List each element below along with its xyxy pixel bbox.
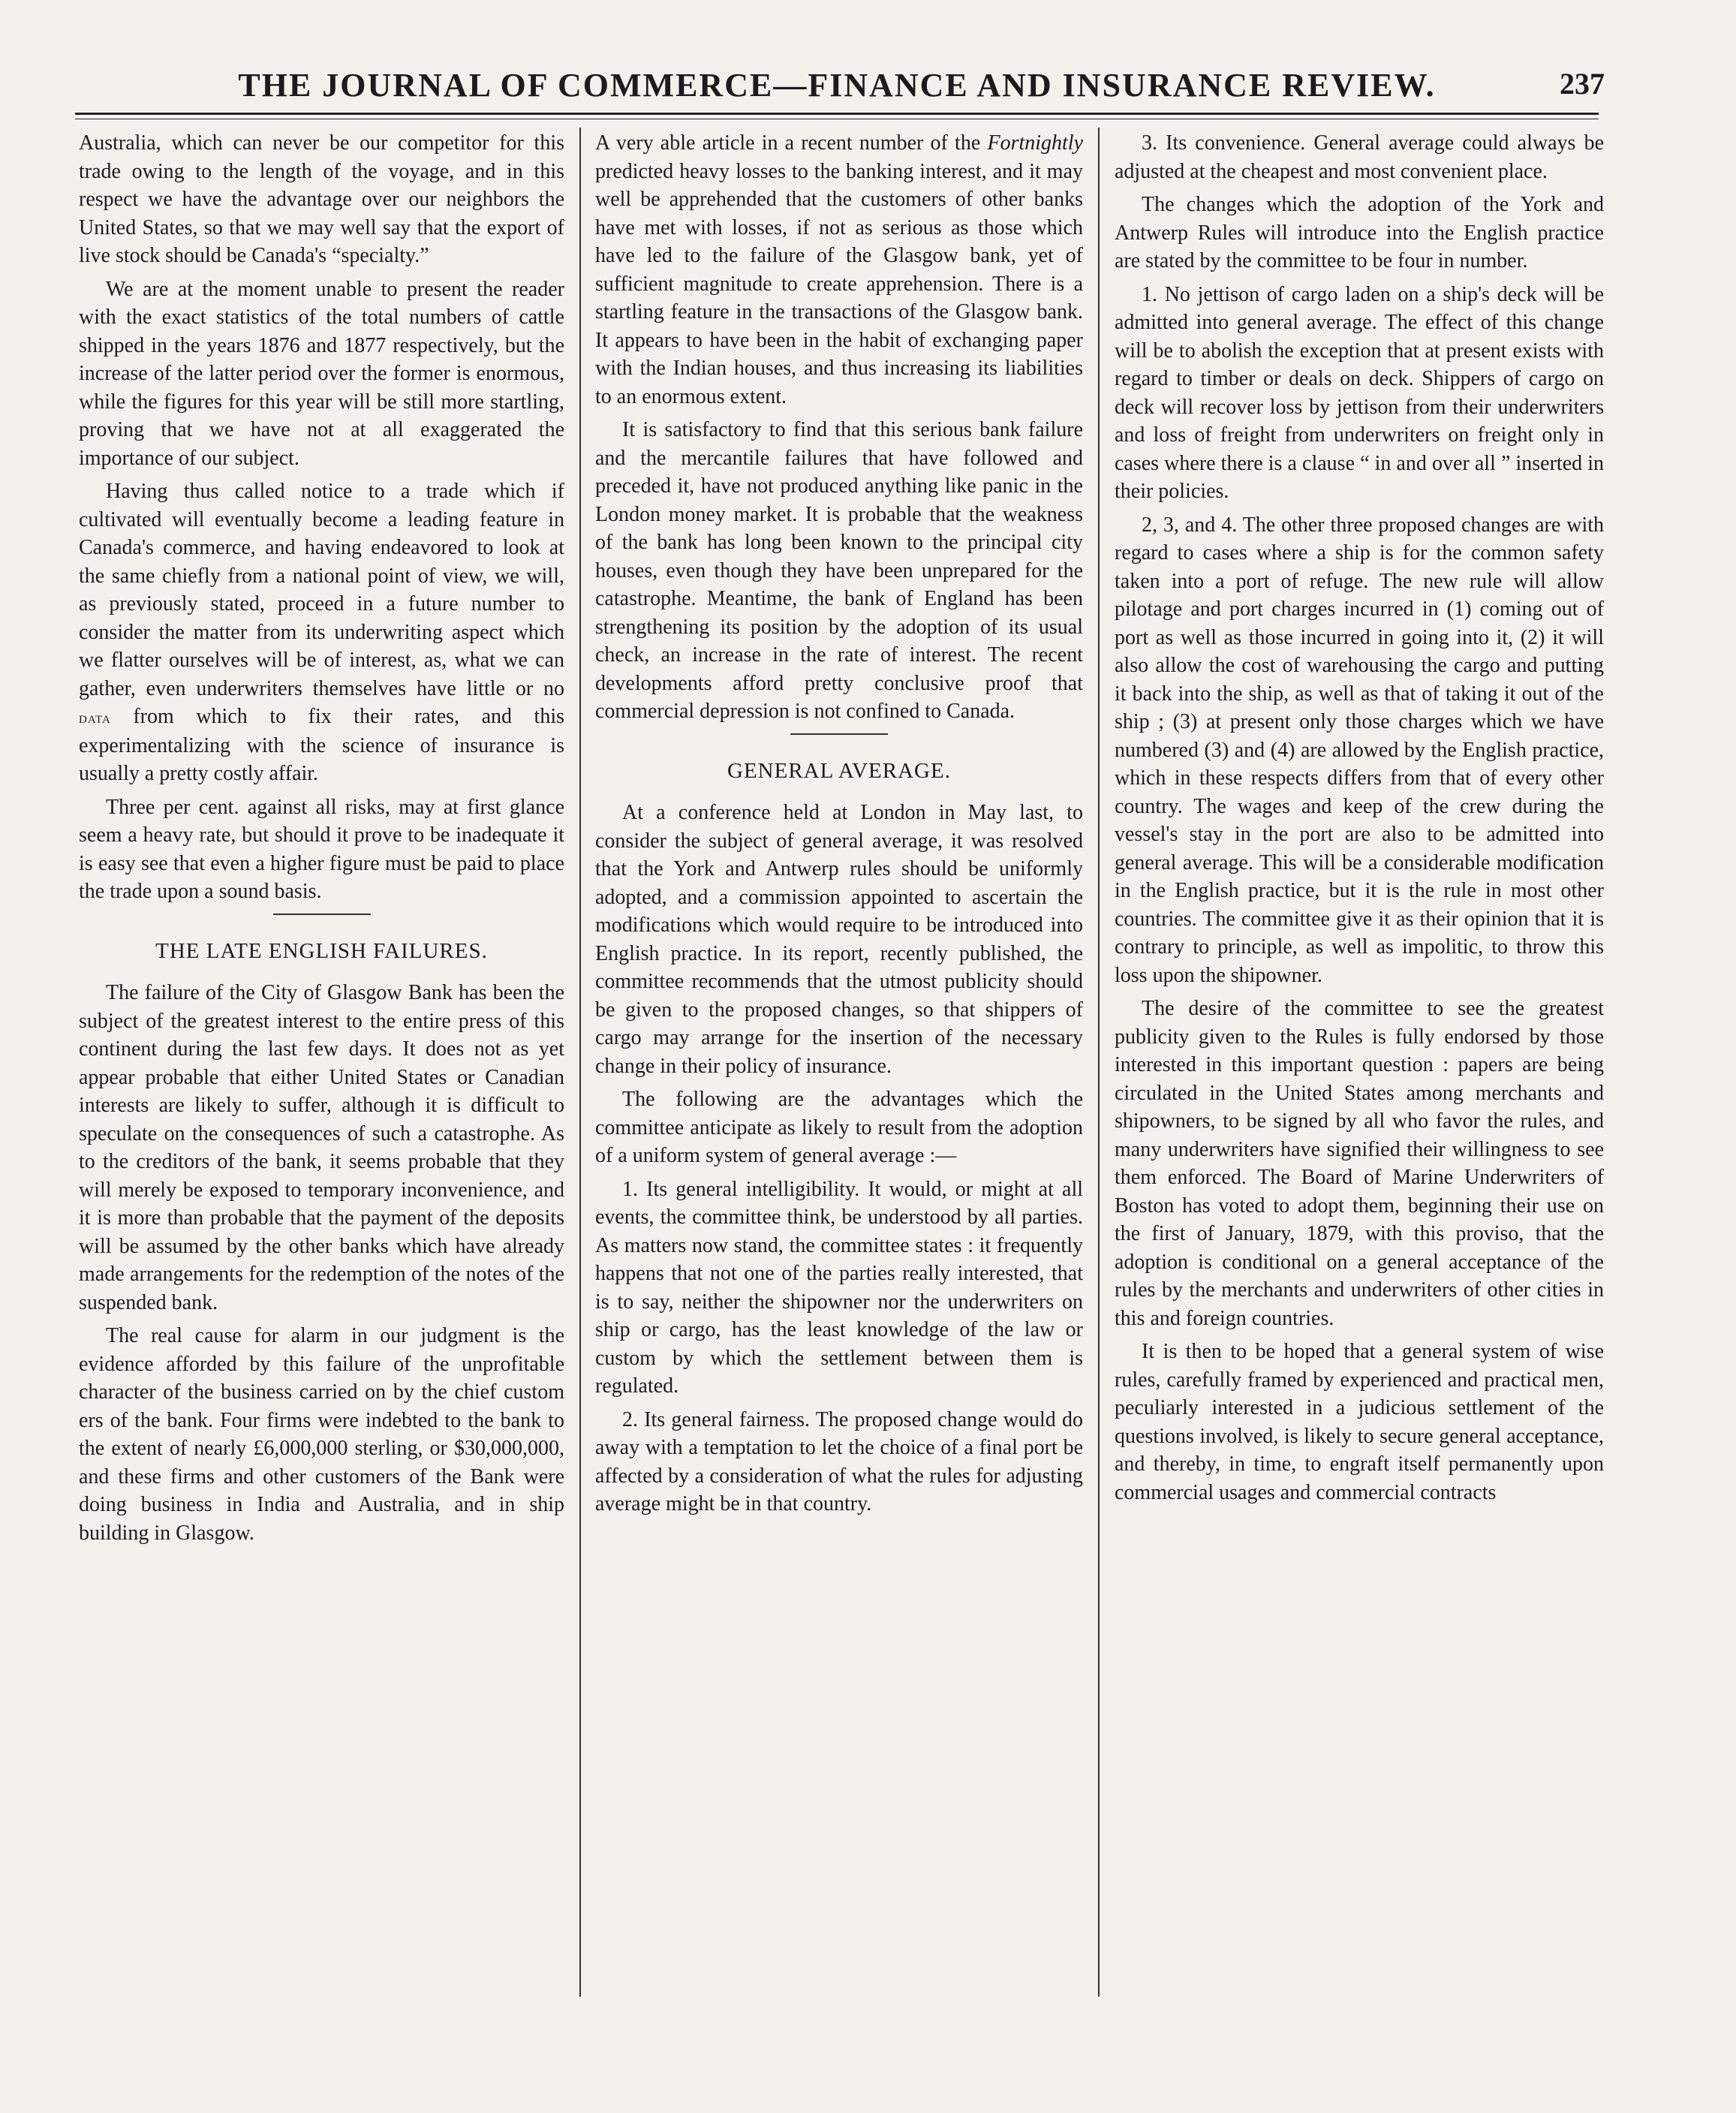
text-run: predicted heavy losses to the banking interest, and it may well be apprehended that the customers of other banks have met with losses, if not as serious as those which have led to the failure of the Glasgow bank, yet of sufficient magnitude to create apprehension. There is a startling feature in the transactions of the Glasgow bank. It appears to have been in the habit of exchanging paper with the Indian houses, and thus increasing its liabilities to an enormous extent. [595, 159, 1083, 408]
paragraph: The failure of the City of Glasgow Bank has been the subject of the greatest interest to the entire press of this continent during the last few days. It does not as yet appear probable that either United States or Canadian interests are likely to suffer, although it is difficult to speculate on the consequences of such a catastrophe. As to the creditors of the bank, it seems probable that they will merely be exposed to temporary inconvenience, and it is more than probable that the payment of the deposits will be assumed by the other banks which have already made arrangements for the redemption of the notes of the suspended bank. [79, 981, 564, 1314]
column-divider-1 [579, 128, 581, 1997]
paragraph: 3. Its convenience. General average could always be adjusted at the cheapest and most convenient place. [1115, 131, 1604, 183]
text-run: A very able article in a recent number of the [595, 131, 981, 155]
paragraph [79, 477, 564, 788]
paragraph: Australia, which can never be our competitor for this trade owing to the length of the voyage, and in this respect we have the advantage over our neighbors the United States, so that we may well say that the export of live stock should be Canada's “specialty.” [79, 131, 564, 267]
section-rule [790, 733, 888, 735]
paragraph: We are at the moment unable to present the reader with the exact statistics of the total numbers of cattle shipped in the years 1876 and 1877 respectively, but the increase of the latter period over the former is enormous, while the figures for this year will be still more startling, proving that we have not at all exaggerated the importance of our subject. [79, 277, 564, 470]
paragraph: The following are the advantages which the committee anticipate as likely to result from the adoption of a uniform system of general average :— [595, 1088, 1083, 1167]
italic-title: Fortnightly [987, 131, 1083, 155]
column-divider-2 [1098, 128, 1100, 1997]
text-run: Having thus called notice to a trade which if cultivated will eventually become a leading feature in Canada's commerce, and having endeavored to look at the same chiefly from a national point of view, we will, as previously stated, proceed in a future number to consider the matter from its underwriting aspect which we flatter ourselves will be of interest, as, what we can gather, even underwriters themselves have little or no [79, 480, 564, 700]
paragraph [595, 129, 1083, 411]
small-caps-word: data [79, 708, 111, 727]
paragraph: The real cause for alarm in our judgment is the evidence afforded by this failure of the unprofitable character of the business carried on by the chief custom ers of the bank. Four firms were indebted to the bank to the extent of nearly £6,000,000 sterling, or $30,000,000, and these firms and other customers of the Bank were doing business in India and Australia, and in ship building in Glasgow. [79, 1324, 564, 1545]
page-number: 237 [1560, 67, 1605, 101]
journal-title: THE JOURNAL OF COMMERCE—FINANCE AND INSURANCE REVIEW. [238, 67, 1436, 104]
paragraph: 1. No jettison of cargo laden on a ship's deck will be admitted into general average. The effect of this change will be to abolish the exception that at present exists with regard to timber or deals on deck. Shippers of cargo on deck will recover loss by jettison from their underwriters and loss of freight from underwriters on freight only in cases where there is a clause “ in and over all ” inserted in their policies. [1115, 282, 1604, 503]
section-heading: GENERAL AVERAGE. [727, 758, 951, 783]
paragraph: At a conference held at London in May last, to consider the subject of general average, it was resolved that the York and Antwerp rules should be uniformly adopted, and a commission appointed to ascertain the modifications which would require to be introduced into English practice. In its report, recently published, the committee recommends that the utmost publicity should be given to the proposed changes, so that shippers of cargo may arrange for the insertion of the necessary change in their policy of insurance. [595, 801, 1083, 1078]
paragraph: The changes which the adoption of the York and Antwerp Rules will introduce into the English practice are stated by the committee to be four in number. [1115, 193, 1604, 272]
column-1 [79, 129, 564, 2083]
header-rule-thick [75, 113, 1599, 115]
paragraph: Three per cent. against all risks, may at first glance seem a heavy rate, but should it prove to be inadequate it is easy see that even a higher figure must be paid to place the trade upon a sound basis. [79, 795, 564, 903]
column-2 [595, 129, 1083, 2083]
text-run: from which to fix their rates, and this experimentalizing with the science of insurance is usually a pretty costly affair. [79, 705, 564, 785]
paragraph: 2, 3, and 4. The other three proposed changes are with regard to cases where a ship is for the common safety taken into a port of refuge. The new rule will allow pilotage and port charges incurred in (1) coming out of port as well as those incurred in going into it, (2) it will also allow the cost of warehousing the cargo and putting it back into the ship, as well as that of taking it out of the ship ; (3) at present only those charges which we have numbered (3) and (4) are allowed by the English practice, which in these respects differs from that of every other country. The wages and keep of the crew during the vessel's stay in the port are also to be admitted into general average. This will be a considerable modification in the English practice, but it is the rule in most other countries. The committee give it as their opinion that it is contrary to principle, as well as impolitic, to throw this loss upon the shipowner. [1115, 513, 1604, 987]
page-header [75, 66, 1605, 111]
paragraph: The desire of the committee to see the greatest publicity given to the Rules is fully endorsed by those interested in this important question : papers are being circulated in the United States among merchants and shipowners, to be signed by all who favor the rules, and many underwriters have signified their willingness to see them enforced. The Board of Marine Underwriters of Boston has voted to adopt them, beginning their use on the first of January, 1879, with this proviso, that the adoption is conditional on a general acceptance of the rules by the merchants and underwriters of other cities in this and foreign countries. [1115, 997, 1604, 1330]
paragraph: 2. Its general fairness. The proposed change would do away with a temptation to let the choice of a final port be affected by a consideration of what the rules for adjusting average might be in that country. [595, 1407, 1083, 1516]
column-3 [1115, 129, 1604, 2083]
paragraph: It is satisfactory to find that this serious bank failure and the mercantile failures that have followed and preceded it, have not produced anything like panic in the London money market. It is probable that the weakness of the bank has long been known to the principal city houses, even though they have been unprepared for the catastrophe. Meantime, the bank of England has been strengthening its position by the adoption of its usual check, an increase in the rate of interest. The recent developments afford pretty conclusive proof that commercial depression is not confined to Canada. [595, 418, 1083, 723]
section-heading: THE LATE ENGLISH FAILURES. [155, 938, 488, 963]
paragraph: 1. Its general intelligibility. It would, or might at all events, the committee think, be understood by all parties. As matters now stand, the committee states : it frequently happens that not one of the parties really interested, that is to say, neither the shipowner nor the underwriters on ship or cargo, has the least knowledge of the law or custom by which the settlement between them is regulated. [595, 1177, 1083, 1398]
paragraph: It is then to be hoped that a general system of wise rules, carefully framed by experienced and practical men, peculiarly interested in a judicious settlement of the questions involved, is likely to secure general acceptance, and thereby, in time, to engraft itself permanently upon commercial usages and commercial contracts [1115, 1340, 1604, 1504]
section-rule [273, 914, 371, 915]
